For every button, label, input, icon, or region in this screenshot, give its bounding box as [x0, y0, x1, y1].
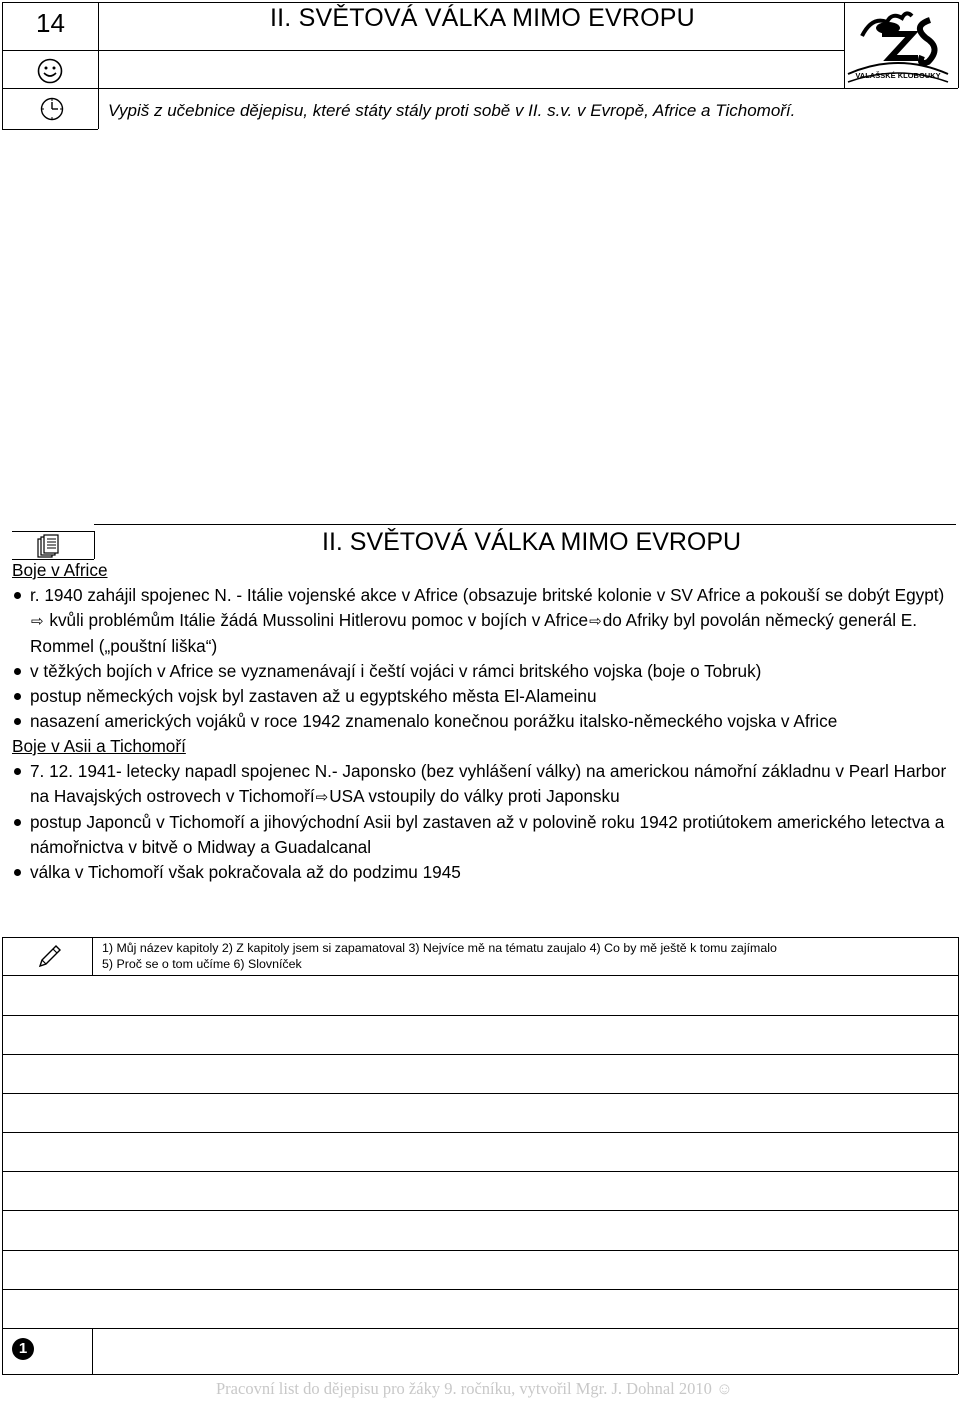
smiley-icon [37, 58, 63, 84]
heading-africa: Boje v Africe [12, 560, 108, 580]
logo-text: VALAŠSKÉ KLOBOUKY [855, 71, 941, 80]
arrow-icon: ⇨ [31, 613, 44, 630]
list-item: nasazení amerických vojáků v roce 1942 znamenalo konečnou porážku italsko-německého vojska v Africe [12, 709, 952, 734]
list-item: válka v Tichomoří však pokračovala až do podzimu 1945 [12, 860, 952, 885]
list-item: v těžkých bojích v Africe se vyznamenávají i čeští vojáci v rámci britského vojska (boje o Tobruk) [12, 659, 952, 684]
list-item: r. 1940 zahájil spojenec N. - Itálie vojenské akce v Africe (obsazuje britské kolonie v SV Africe a pokouší se dobýt Egypt)⇨ kvůli problémům Itálie žádá Mussolini Hitlerovu pomoc v bojích v Africe⇨do Afriky byl povolán německý generál E. Rommel („pouštní liška“) [12, 583, 952, 659]
list-item: postup Japonců v Tichomoří a jihovýchodní Asii byl zastaven až v polovině roku 1942 protiútokem amerického letectva a námořnictva v bitvě o Midway a Guadalcanal [12, 810, 952, 860]
logo-icon [842, 6, 954, 88]
pacific-list [12, 759, 952, 885]
task-instruction: Vypiš z učebnice dějepisu, které státy stály proti sobě v II. s.v. v Evropě, Africe a Tichomoří. [108, 101, 796, 120]
pencil-icon [36, 944, 62, 970]
list-item: 7. 12. 1941- letecky napadl spojenec N.- Japonsko (bez vyhlášení války) na americkou námořní základnu v Pearl Harbor na Havajských ostrovech v Tichomoří⇨USA vstoupily do války proti Japonsku [12, 759, 952, 810]
africa-list [12, 583, 952, 734]
notes-icon [36, 532, 62, 560]
arrow-icon: ⇨ [315, 789, 329, 806]
page-title: II. SVĚTOVÁ VÁLKA MIMO EVROPU [270, 4, 695, 32]
clock-icon [40, 97, 64, 121]
footer-credit: Pracovní list do dějepisu pro žáky 9. ročníku, vytvořil Mgr. J. Dohnal 2010 ☺ [216, 1379, 733, 1398]
worksheet-number: 14 [36, 8, 65, 38]
page-marker: 1 [12, 1338, 34, 1360]
heading-pacific: Boje v Asii a Tichomoří [12, 736, 186, 756]
section-title: II. SVĚTOVÁ VÁLKA MIMO EVROPU [322, 528, 742, 556]
list-item: postup německých vojsk byl zastaven až u egyptského města El-Alameinu [12, 684, 952, 709]
arrow-icon: ⇨ [589, 613, 602, 630]
lesson-content [12, 558, 952, 885]
reflection-prompts: 1) Můj název kapitoly 2) Z kapitoly jsem si zapamatoval 3) Nejvíce mě na tématu zaujalo 4) Co by mě ještě k tomu zajímalo 5) Proč se o tom učíme 6) Slovníček [102, 941, 777, 971]
